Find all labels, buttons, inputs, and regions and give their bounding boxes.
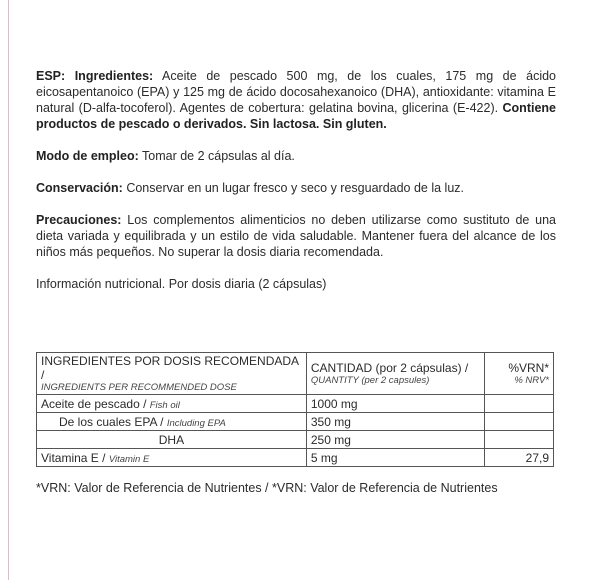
precautions-text: Los complementos alimenticios no deben utilizarse como sustituto de una dieta variada y equilibrada y un estilo de vida saludable. Mantener fuera del alcance de los niños más pequeños. No superar la dosis diaria recomendada. [36, 213, 556, 259]
usage-paragraph [36, 148, 556, 164]
ingredients-allergen-note: Contiene productos de pescado o derivados. Sin lactosa. Sin gluten. [36, 101, 556, 131]
storage-label: Conservación: [36, 181, 123, 195]
label-text-block [36, 68, 556, 292]
precautions-paragraph [36, 212, 556, 260]
ingredients-paragraph [36, 68, 556, 132]
table-row [37, 413, 554, 431]
storage-paragraph [36, 180, 556, 196]
left-border-line [8, 0, 9, 580]
footnote: *VRN: Valor de Referencia de Nutrientes / *VRN: Valor de Referencia de Nutrientes [36, 481, 498, 495]
row-qty: 5 mg [306, 449, 484, 467]
table-row [37, 395, 554, 413]
header-vrn: %VRN* % NRV* [485, 353, 554, 395]
row-name: De los cuales EPA / Including EPA [37, 413, 307, 431]
ingredients-label: ESP: Ingredientes: [36, 69, 154, 83]
row-name: Vitamina E / Vitamin E [37, 449, 307, 467]
nutrition-table [36, 352, 554, 467]
header-quantity: CANTIDAD (por 2 cápsulas) / QUANTITY (per 2 capsules) [306, 353, 484, 395]
row-qty: 1000 mg [306, 395, 484, 413]
row-name: DHA [37, 431, 307, 449]
row-vrn [485, 395, 554, 413]
row-vrn [485, 431, 554, 449]
ingredients-text: Aceite de pescado 500 mg, de los cuales, 175 mg de ácido eicosapentanoico (EPA) y 125 mg de ácido docosahexanoico (DHA), antioxidante: vitamina E natural (D-alfa-tocoferol). Agentes de cobertura: gelatina bovina, glicerina (E-422). [36, 69, 557, 115]
row-vrn [485, 413, 554, 431]
table-row [37, 449, 554, 467]
row-qty: 350 mg [306, 413, 484, 431]
row-vrn: 27,9 [485, 449, 554, 467]
precautions-label: Precauciones: [36, 213, 122, 227]
table-header-row [37, 353, 554, 395]
nutrition-intro: Información nutricional. Por dosis diaria (2 cápsulas) [36, 277, 327, 291]
usage-label: Modo de empleo: [36, 149, 139, 163]
usage-text: Tomar de 2 cápsulas al día. [138, 149, 295, 163]
row-qty: 250 mg [306, 431, 484, 449]
row-name: Aceite de pescado / Fish oil [37, 395, 307, 413]
storage-text: Conservar en un lugar fresco y seco y resguardado de la luz. [122, 181, 464, 195]
table-row [37, 431, 554, 449]
header-ingredients: INGREDIENTES POR DOSIS RECOMENDADA / INGREDIENTS PER RECOMMENDED DOSE [37, 353, 307, 395]
